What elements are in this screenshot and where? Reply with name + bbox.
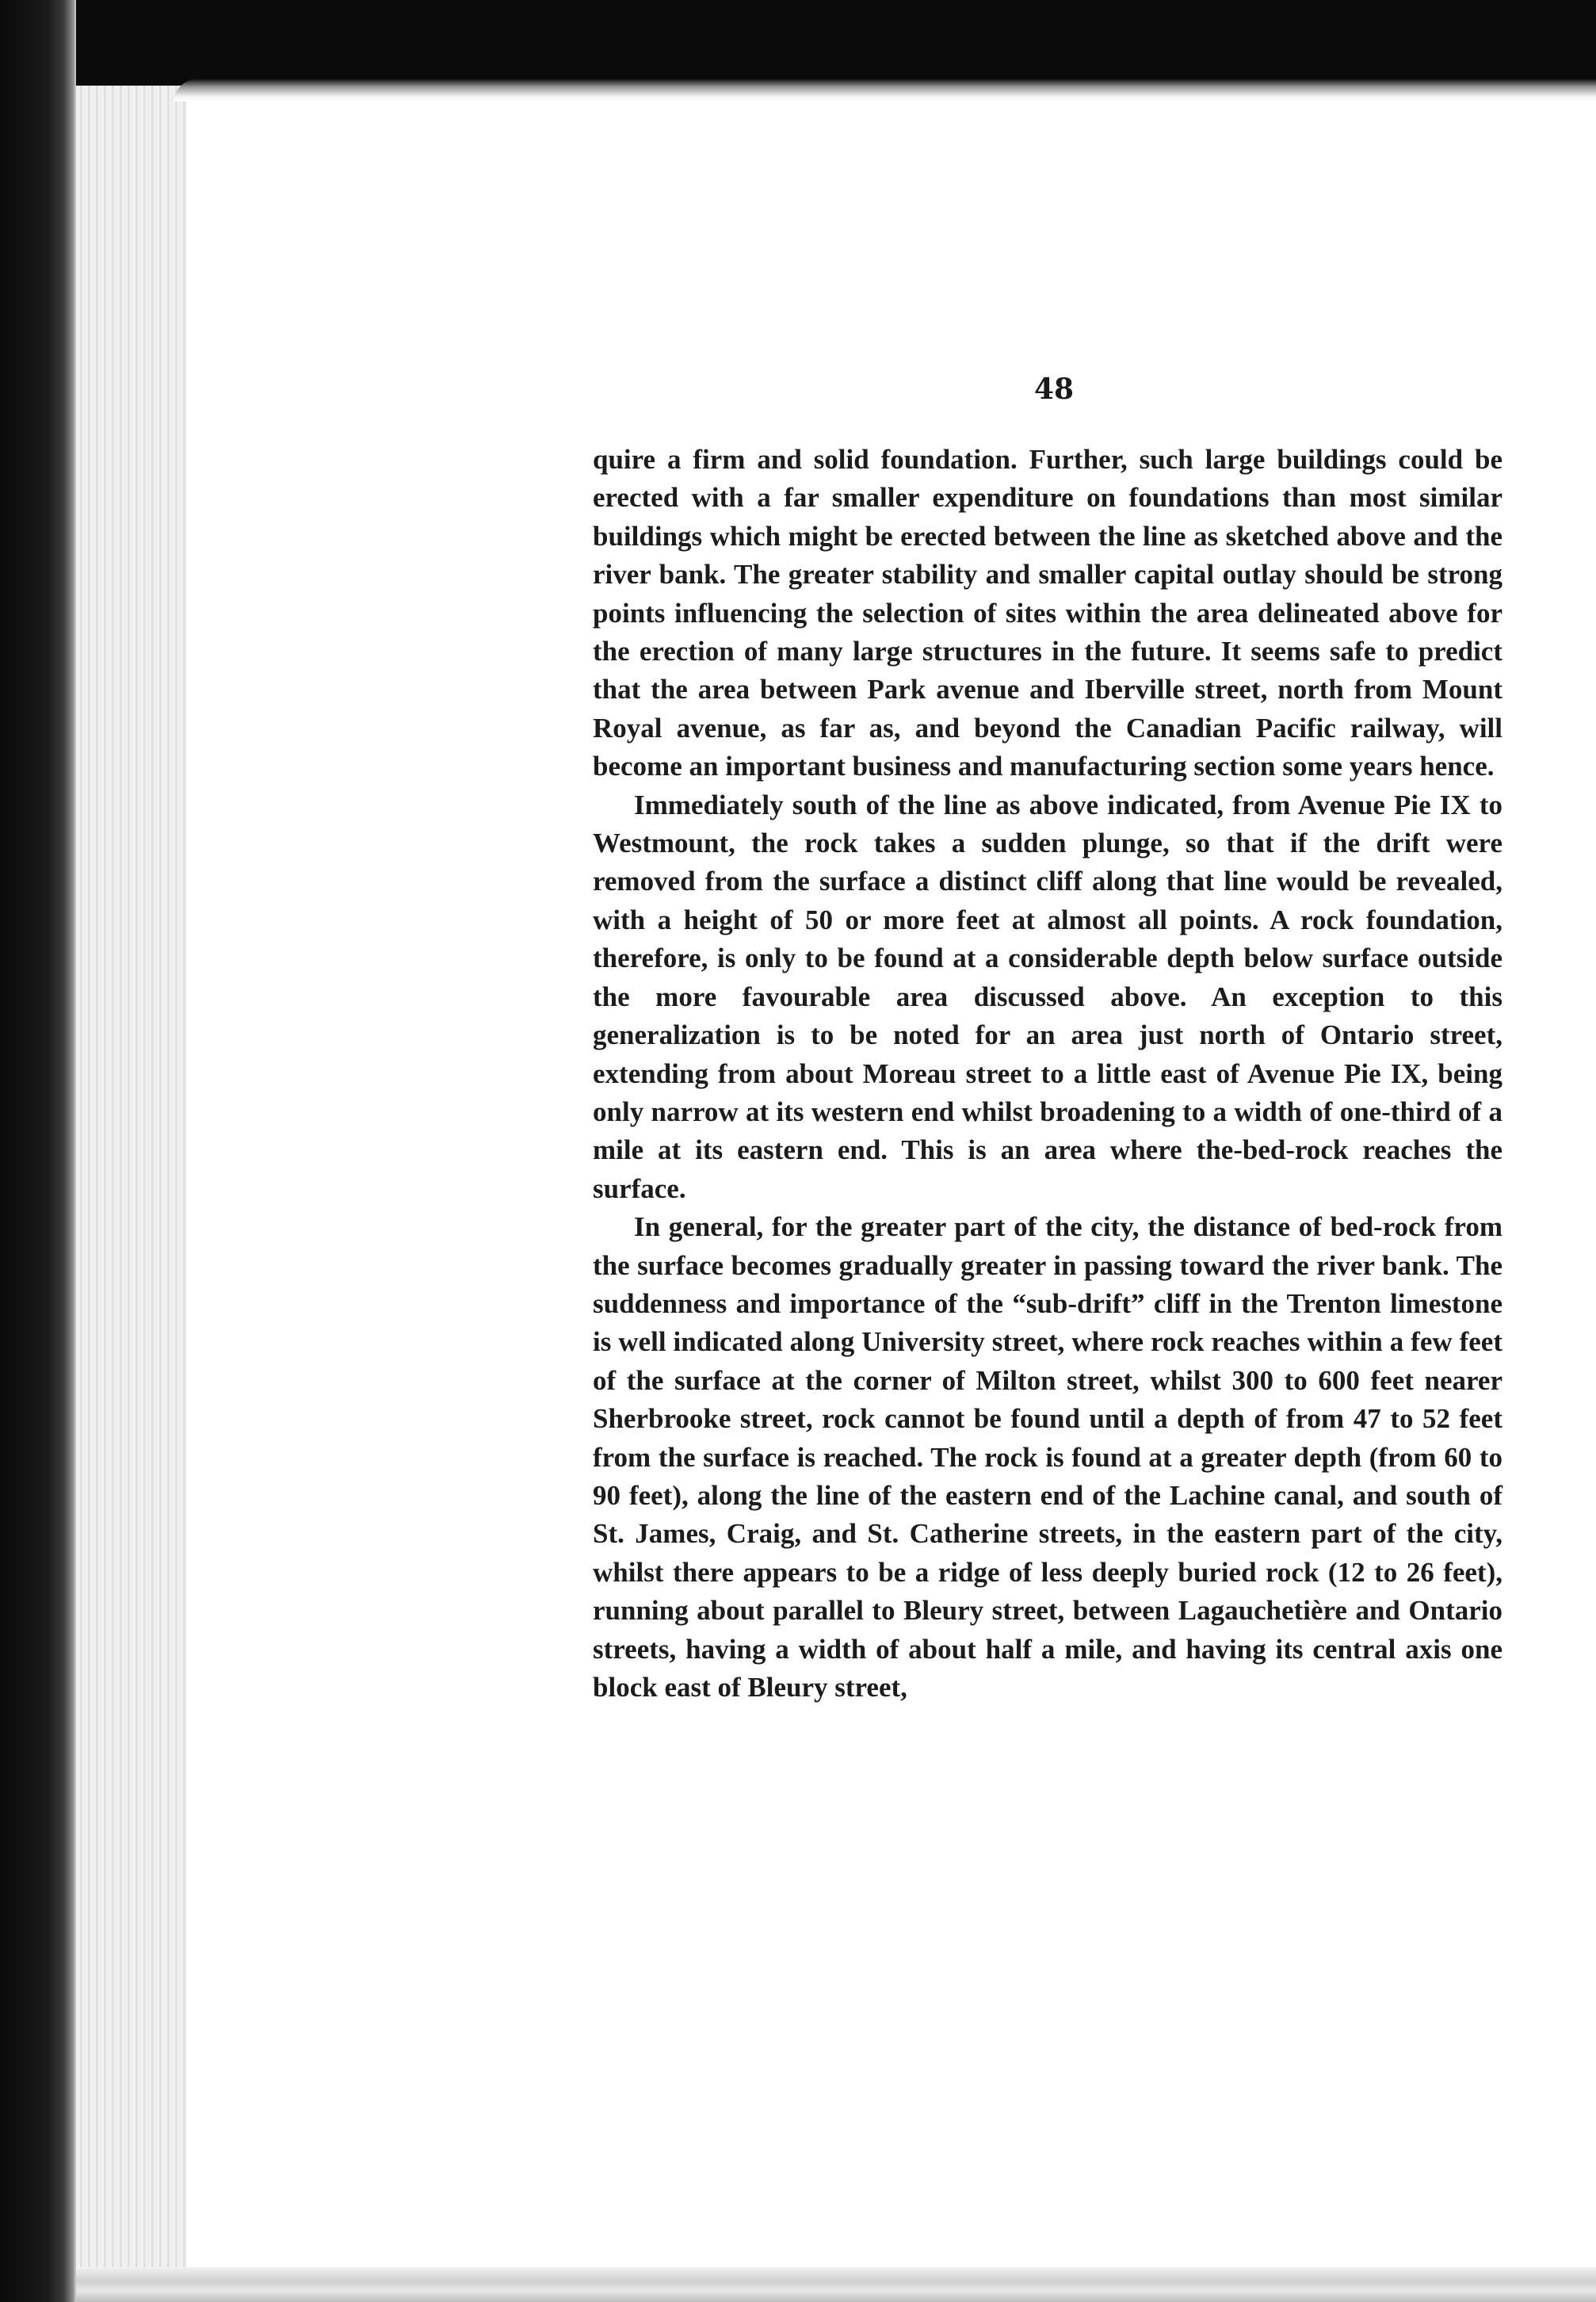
paragraph-1: quire a firm and solid foundation. Further, such large buildings could be erected with a far smaller expenditure on foundations than most similar buildings which might be erected between the line as sketched above and the river bank. The greater stability and smaller capital outlay should be strong points influencing the selection of sites within the area delineated above for the erection of many large structures in the future. It seems safe to predict that the area between Park avenue and Iberville street, north from Mount Royal avenue, as far as, and beyond the Canadian Pacific railway, will become an important business and manufacturing section some years hence. xyxy=(593,444,1502,782)
page-stack-edges xyxy=(76,86,187,2302)
page-number: 48 xyxy=(1033,373,1075,406)
paragraph-3: In general, for the greater part of the city, the distance of bed-rock from the surface becomes gradually greater in passing toward the river bank. The suddenness and importance of the “sub-drift” cliff in the Trenton limestone is well indicated along University street, where rock reaches within a few feet of the surface at the corner of Milton street, whilst 300 to 600 feet nearer Sherbrooke street, rock cannot be found until a depth of from 47 to 52 feet from the surface is reached. The rock is found at a greater depth (from 60 to 90 feet), along the line of the eastern end of the Lachine canal, and south of St. James, Craig, and St. Catherine streets, in the eastern part of the city, whilst there appears to be a ridge of less deeply buried rock (12 to 26 feet), running about parallel to Bleury street, between Lagauchetière and Ontario streets, having a width of about half a mile, and having its central axis one block east of Bleury street, xyxy=(593,1211,1502,1703)
scan-background xyxy=(0,0,1596,86)
paragraph-2: Immediately south of the line as above indicated, from Avenue Pie IX to Westmount, the rock takes a sudden plunge, so that if the drift were removed from the surface a distinct cliff along that line would be revealed, with a height of 50 or more feet at almost all points. A rock foundation, therefore, is only to be found at a considerable depth below surface outside the more favourable area discussed above. An exception to this generalization is to be noted for an area just north of Ontario street, extending from about Moreau street to a little east of Avenue Pie IX, being only narrow at its western end whilst broadening to a width of one-third of a mile at its eastern end. This is an area where the-bed-rock reaches the surface. xyxy=(593,789,1502,1204)
page-bottom-edge xyxy=(76,2267,1596,2302)
body-text xyxy=(593,441,1502,1707)
book-binding-edge xyxy=(0,0,76,2302)
page-top-edge xyxy=(174,79,1596,101)
